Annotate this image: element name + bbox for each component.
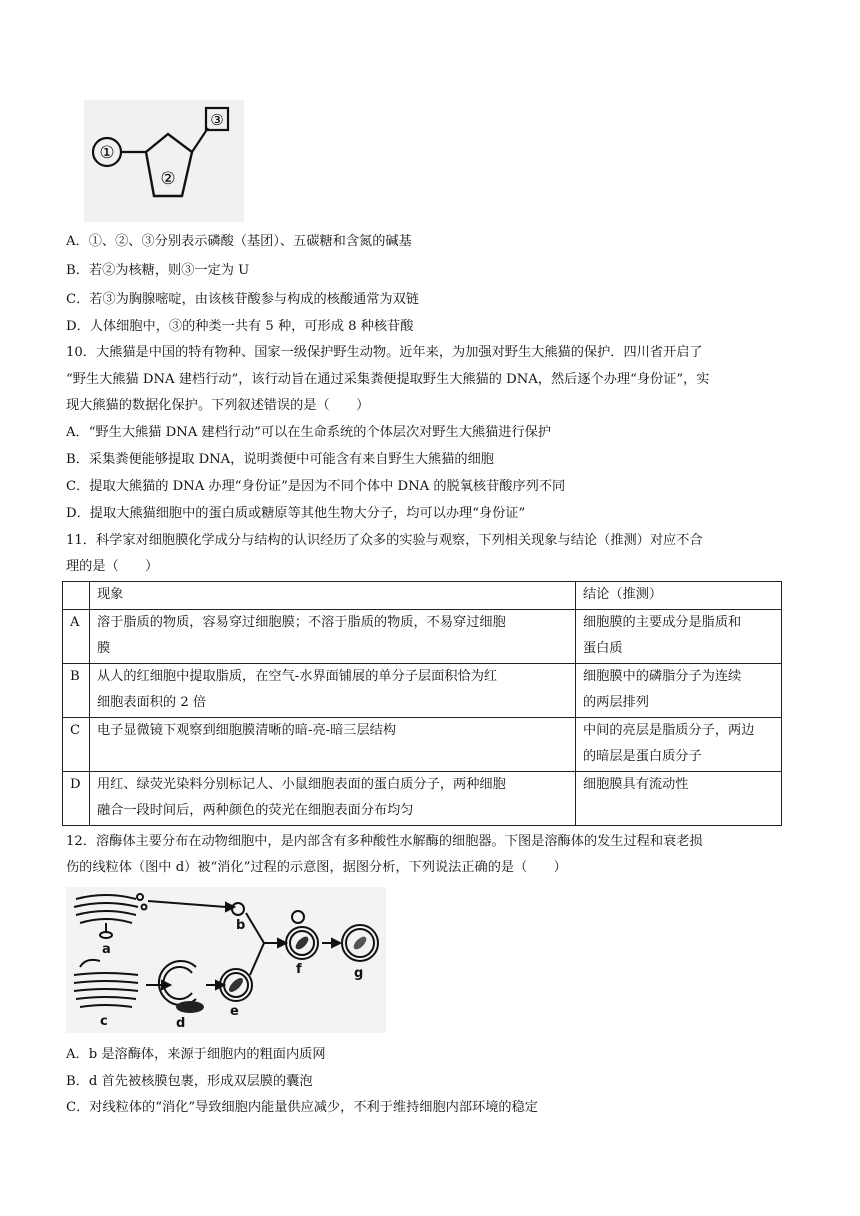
table-row	[63, 664, 782, 718]
conclusion-line: 细胞膜具有流动性	[583, 777, 689, 792]
table-row	[63, 610, 782, 664]
row-key: D	[63, 772, 90, 826]
label-a: a	[102, 942, 111, 957]
row-key: C	[63, 718, 90, 772]
phenomenon-line: 膜	[97, 641, 111, 656]
header-conclusion: 结论（推测）	[576, 582, 782, 610]
q12-stem-line-2: 伤的线粒体（图中 d）被“消化”过程的示意图，据图分析，下列说法正确的是（ ）	[66, 860, 567, 875]
label-d: d	[176, 1016, 186, 1031]
q11-stem-line-2: 理的是（ ）	[66, 559, 159, 574]
header-key	[63, 582, 90, 610]
q11-stem-line-1: 11．科学家对细胞膜化学成分与结构的认识经历了众多的实验与观察，下列相关现象与结论（推测）对应不合	[66, 533, 703, 548]
row-phenomenon	[90, 664, 576, 718]
sugar-label: ②	[160, 169, 176, 189]
table-row	[63, 772, 782, 826]
q11-table	[62, 581, 782, 826]
q10-option-a: A．“野生大熊猫 DNA 建档行动”可以在生命系统的个体层次对野生大熊猫进行保护	[66, 425, 552, 440]
base-label: ③	[210, 111, 224, 129]
row-phenomenon	[90, 772, 576, 826]
q10-stem-line-3: 现大熊猫的数据化保护。下列叙述错误的是（ ）	[66, 398, 370, 413]
conclusion-line: 的暗层是蛋白质分子	[583, 749, 702, 764]
q12-option-c: C．对线粒体的“消化”导致细胞内能量供应减少，不利于维持细胞内部环境的稳定	[66, 1100, 538, 1115]
q9-option-c: C．若③为胸腺嘧啶，由该核苷酸参与构成的核酸通常为双链	[66, 292, 419, 307]
q10-option-d: D．提取大熊猫细胞中的蛋白质或糖原等其他生物大分子，均可以办理“身份证”	[66, 506, 526, 521]
row-conclusion	[576, 664, 782, 718]
row-key: B	[63, 664, 90, 718]
row-phenomenon	[90, 718, 576, 772]
label-f: f	[296, 962, 302, 977]
phenomenon-line: 用红、绿荧光染料分别标记人、小鼠细胞表面的蛋白质分子，两种细胞	[97, 777, 506, 792]
q12-option-b: B．d 首先被核膜包裹，形成双层膜的囊泡	[66, 1074, 313, 1089]
conclusion-line: 的两层排列	[583, 695, 649, 710]
header-phenomenon: 现象	[90, 582, 576, 610]
conclusion-line: 细胞膜中的磷脂分子为连续	[583, 669, 742, 684]
conclusion-line: 中间的亮层是脂质分子，两边	[583, 723, 755, 738]
table-header-row	[63, 582, 782, 610]
q10-option-b: B．采集粪便能够提取 DNA，说明粪便中可能含有来自野生大熊猫的细胞	[66, 452, 494, 467]
row-key: A	[63, 610, 90, 664]
row-conclusion	[576, 772, 782, 826]
nucleotide-figure	[84, 100, 244, 222]
phenomenon-line: 从人的红细胞中提取脂质，在空气-水界面铺展的单分子层面积恰为红	[97, 669, 498, 684]
table-row	[63, 718, 782, 772]
phosphate-label: ①	[99, 143, 115, 163]
q10-stem-line-2: “野生大熊猫 DNA 建档行动”，该行动旨在通过采集粪便提取野生大熊猫的 DNA，然后逐个办理“身份证”，实	[66, 372, 710, 387]
conclusion-line: 细胞膜的主要成分是脂质和	[583, 615, 742, 630]
q9-option-a: A．①、②、③分别表示磷酸（基团）、五碳糖和含氮的碱基	[66, 234, 412, 249]
phenomenon-line: 电子显微镜下观察到细胞膜清晰的暗-亮-暗三层结构	[97, 723, 397, 738]
label-g: g	[354, 966, 364, 981]
row-conclusion	[576, 610, 782, 664]
q9-option-d: D．人体细胞中，③的种类一共有 5 种，可形成 8 种核苷酸	[66, 319, 414, 334]
q12-option-a: A．b 是溶酶体，来源于细胞内的粗面内质网	[66, 1047, 326, 1062]
q10-stem-line-1: 10．大熊猫是中国的特有物种、国家一级保护野生动物。近年来，为加强对野生大熊猫的保护．四川省开启了	[66, 345, 703, 360]
q10-option-c: C．提取大熊猫的 DNA 办理“身份证”是因为不同个体中 DNA 的脱氧核苷酸序列不同	[66, 479, 566, 494]
q9-option-b: B．若②为核糖，则③一定为 U	[66, 263, 250, 278]
lysosome-process-figure	[66, 887, 386, 1033]
label-c: c	[100, 1014, 108, 1029]
phenomenon-line: 溶于脂质的物质，容易穿过细胞膜；不溶于脂质的物质，不易穿过细胞	[97, 615, 506, 630]
conclusion-line: 蛋白质	[583, 641, 623, 656]
label-e: e	[230, 1004, 239, 1019]
phenomenon-line: 融合一段时间后，两种颜色的荧光在细胞表面分布均匀	[97, 803, 414, 818]
phenomenon-line: 细胞表面积的 2 倍	[97, 695, 207, 710]
q12-stem-line-1: 12．溶酶体主要分布在动物细胞中，是内部含有多种酸性水解酶的细胞器。下图是溶酶体的发生过程和衰老损	[66, 834, 703, 849]
label-b: b	[236, 918, 246, 933]
row-conclusion	[576, 718, 782, 772]
row-phenomenon	[90, 610, 576, 664]
